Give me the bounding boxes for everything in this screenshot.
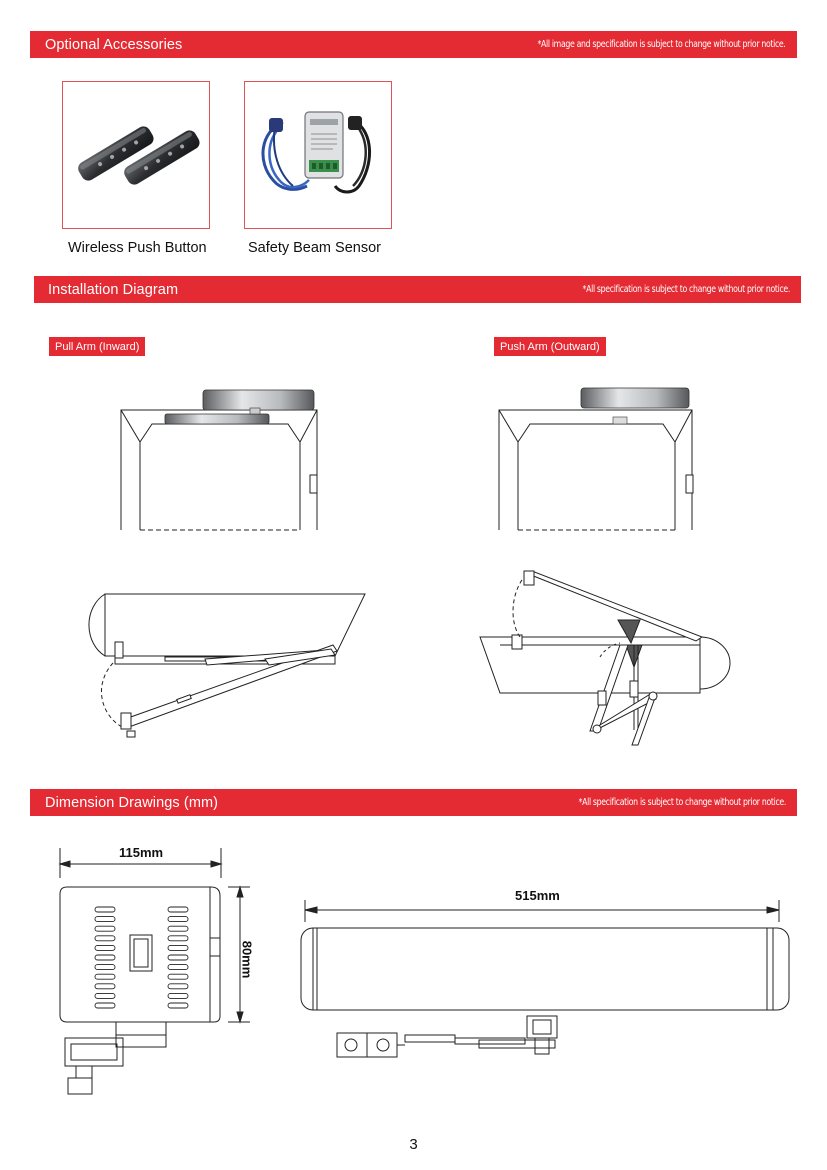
vent-slot [95,917,115,922]
dimensions-title: Dimension Drawings (mm) [45,794,219,811]
vent-slot [168,926,188,931]
safety-beam-sensor-image [244,81,392,229]
vent-slot [95,965,115,970]
wireless-push-button-caption: Wireless Push Button [68,240,207,256]
accessories-title: Optional Accessories [45,36,183,53]
length-dimension-label: 515mm [515,888,560,903]
wireless-push-button-image [62,81,210,229]
vent-slot [95,945,115,950]
end-view-dimension-drawing [40,840,270,1105]
width-dimension-label: 115mm [119,845,164,860]
vent-slot [168,993,188,998]
pull-arm-label: Pull Arm (Inward) [49,337,145,356]
installation-note: *All specification is subject to change without prior notice. [582,284,790,295]
vent-slot [95,974,115,979]
vent-slot [95,993,115,998]
vent-slot [168,974,188,979]
side-view-dimension-drawing [295,890,795,1065]
installation-title: Installation Diagram [48,281,179,298]
accessories-header [30,31,797,58]
vent-slot [95,1003,115,1008]
vent-slot [168,936,188,941]
height-dimension-label: 80mm [239,940,255,979]
push-arm-label: Push Arm (Outward) [494,337,606,356]
vent-slot [95,936,115,941]
vent-slot [95,907,115,912]
vent-slot [95,955,115,960]
vent-slot [95,984,115,989]
push-arm-top-view [485,380,705,540]
vent-slot [168,984,188,989]
dimensions-header [30,789,797,816]
safety-beam-sensor-caption: Safety Beam Sensor [248,240,381,256]
vent-slot [95,926,115,931]
vent-slot [168,965,188,970]
dimensions-note: *All specification is subject to change without prior notice. [578,797,786,808]
vent-slot [168,907,188,912]
vent-slot [168,955,188,960]
page-number: 3 [409,1136,418,1153]
accessories-note: *All image and specification is subject to change without prior notice. [537,39,786,50]
vent-slot [168,1003,188,1008]
push-arm-motion-diagram [470,565,740,760]
vent-slot [168,917,188,922]
vent-slot [168,945,188,950]
pull-arm-motion-diagram [65,585,375,755]
pull-arm-top-view [110,380,330,540]
installation-header [34,276,801,303]
